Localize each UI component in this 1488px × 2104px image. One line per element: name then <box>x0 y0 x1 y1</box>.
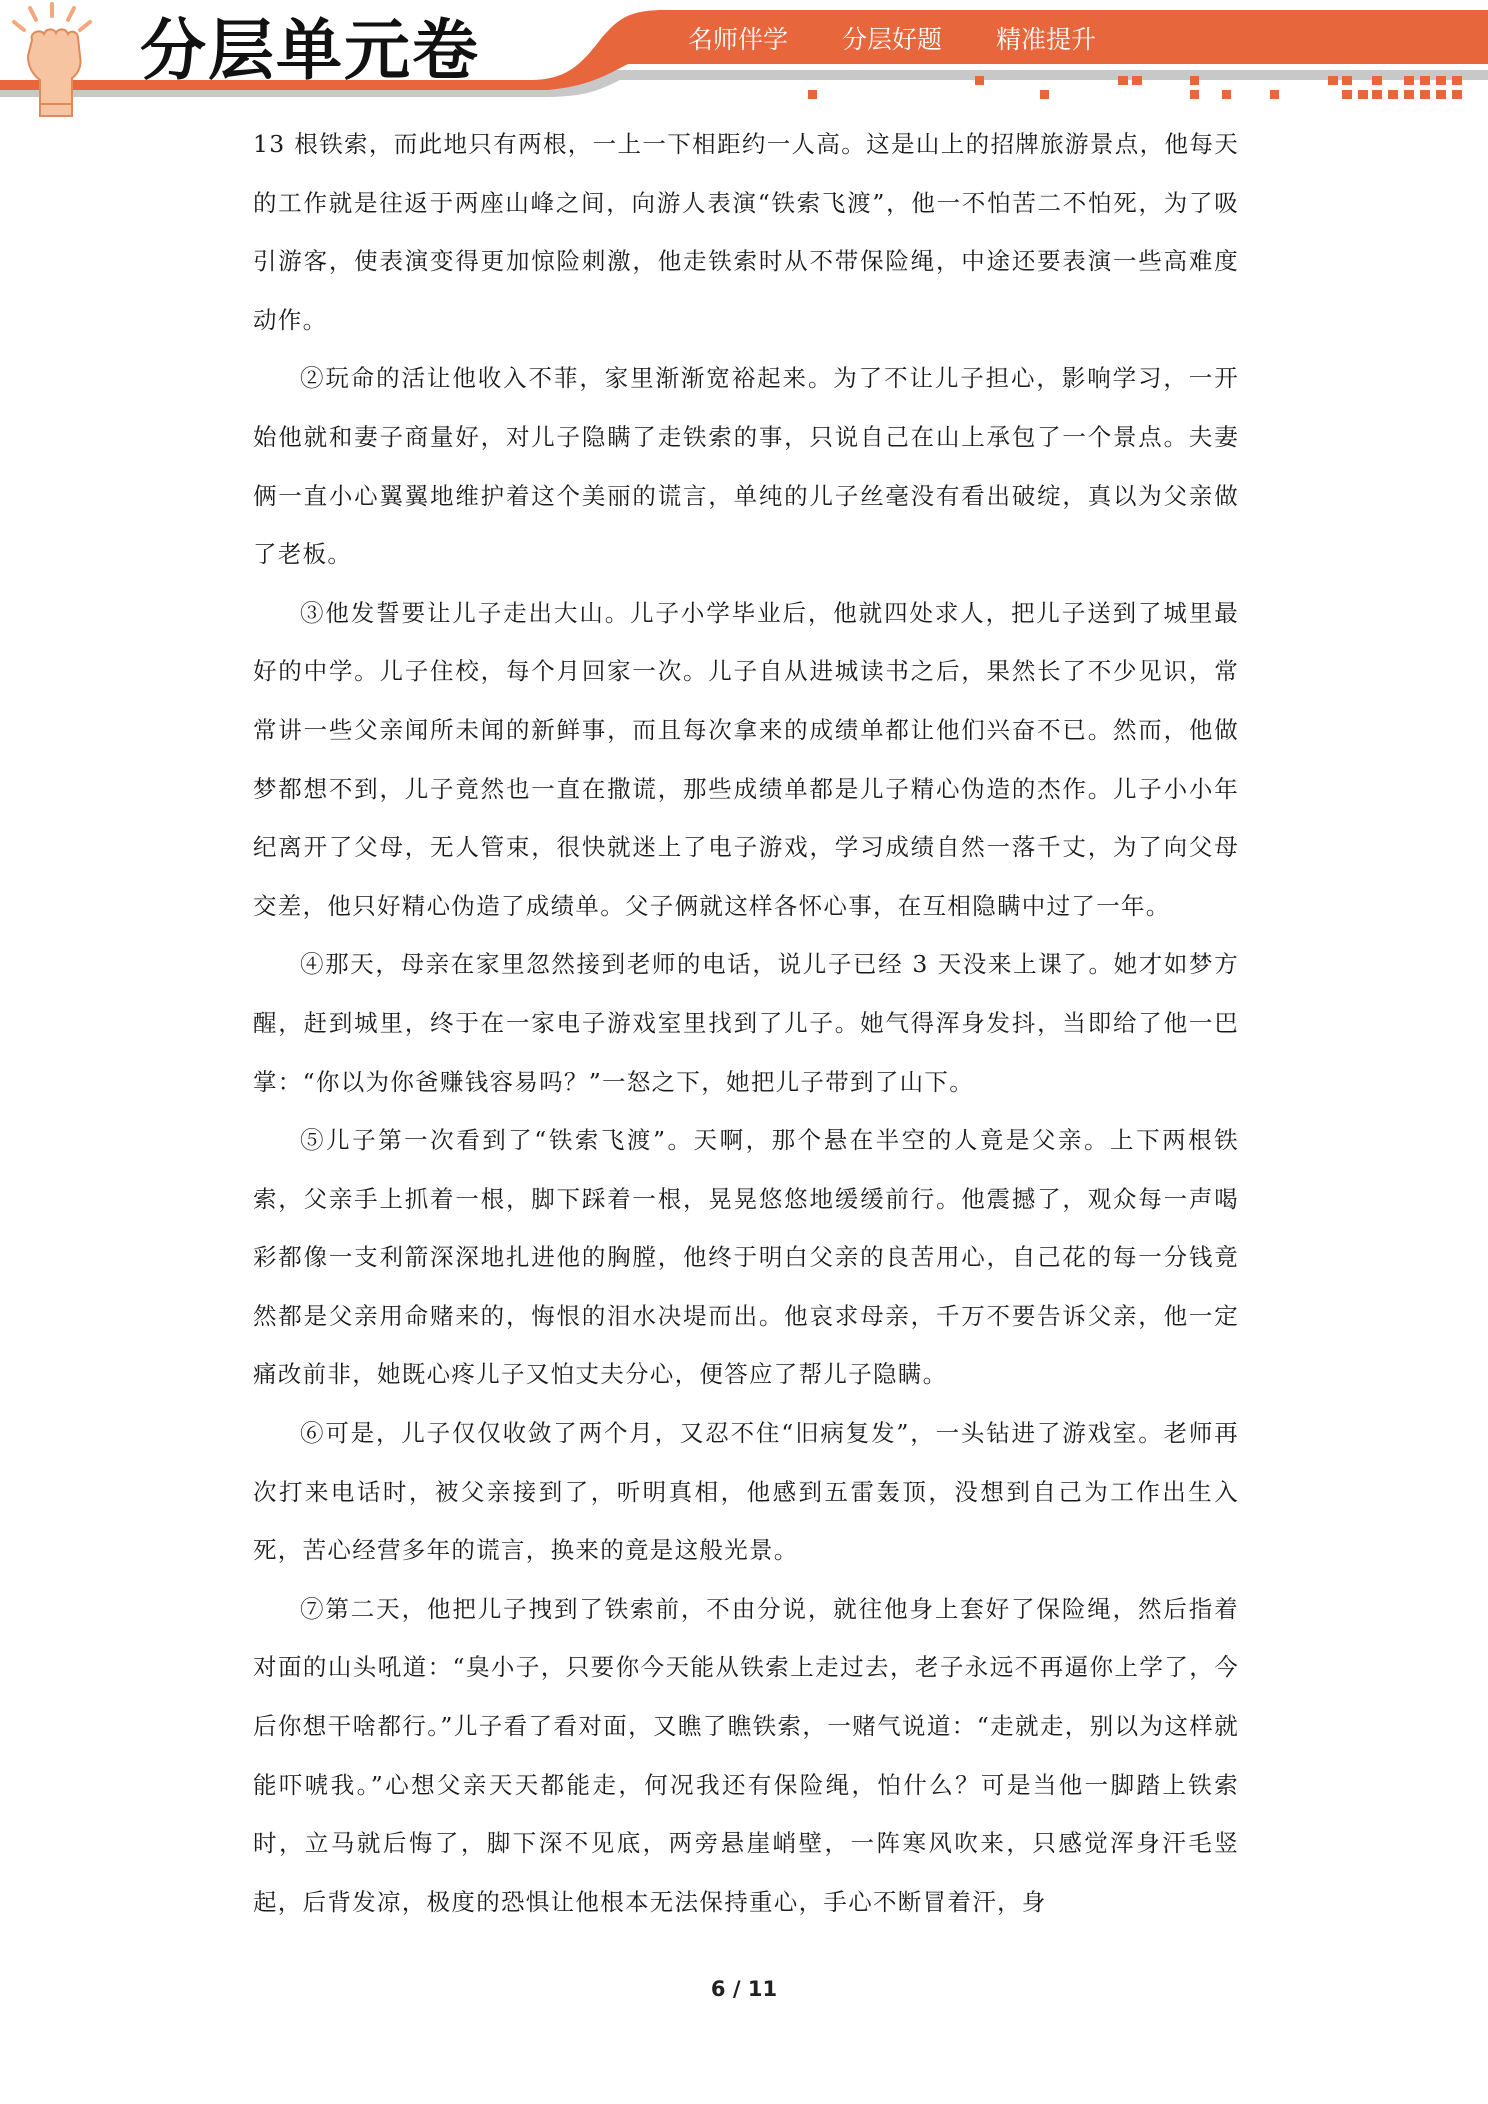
paragraph-4: ④那天，母亲在家里忽然接到老师的电话，说儿子已经 3 天没来上课了。她才如梦方醒，赶到城里，终于在一家电子游戏室里找到了儿子。她气得浑身发抖，当即给了他一巴掌：“你以为你爸赚钱容易吗？”一怒之下，她把儿子带到了山下。 <box>253 950 1239 1096</box>
fist-logo-icon <box>0 0 120 118</box>
paragraph-6: ⑥可是，儿子仅仅收敛了两个月，又忍不住“旧病复发”，一头钻进了游戏室。老师再次打来电话时，被父亲接到了，听明真相，他感到五雷轰顶，没想到自己为工作出生入死，苦心经营多年的谎言，换来的竟是这般光景。 <box>253 1419 1239 1565</box>
page-header <box>0 0 1488 118</box>
paragraph-7: ⑦第二天，他把儿子拽到了铁索前，不由分说，就往他身上套好了保险绳，然后指着对面的山头吼道：“臭小子，只要你今天能从铁索上走过去，老子永远不再逼你上学了，今后你想干啥都行。”儿子看了看对面，又瞧了瞧铁索，一赌气说道：“走就走，别以为这样就能吓唬我。”心想父亲天天都能走，何况我还有保险绳，怕什么？可是当他一脚踏上铁索时，立马就后悔了，脚下深不见底，两旁悬崖峭壁，一阵寒风吹来，只感觉浑身汗毛竖起，后背发凉，极度的恐惧让他根本无法保持重心，手心不断冒着汗，身 <box>253 1594 1239 1916</box>
slogan-1: 名师伴学 <box>688 25 789 54</box>
paragraph-continued: 13 根铁索，而此地只有两根，一上一下相距约一人高。这是山上的招牌旅游景点，他每天的工作就是往返于两座山峰之间，向游人表演“铁索飞渡”，他一不怕苦二不怕死，为了吸引游客，使表演变得更加惊险刺激，他走铁索时从不带保险绳，中途还要表演一些高难度动作。 <box>253 130 1239 334</box>
article-body <box>253 115 1239 1931</box>
page-number: 6 / 11 <box>710 1977 778 2001</box>
paragraph-2: ②玩命的活让他收入不菲，家里渐渐宽裕起来。为了不让儿子担心，影响学习，一开始他就和妻子商量好，对儿子隐瞒了走铁索的事，只说自己在山上承包了一个景点。夫妻俩一直小心翼翼地维护着这个美丽的谎言，单纯的儿子丝毫没有看出破绽，真以为父亲做了老板。 <box>253 364 1239 569</box>
brand-title: 分层单元卷 <box>140 12 480 89</box>
paragraph-3: ③他发誓要让儿子走出大山。儿子小学毕业后，他就四处求人，把儿子送到了城里最好的中学。儿子住校，每个月回家一次。儿子自从进城读书之后，果然长了不少见识，常常讲一些父亲闻所未闻的新鲜事，而且每次拿来的成绩单都让他们兴奋不已。然而，他做梦都想不到，儿子竟然也一直在撒谎，那些成绩单都是儿子精心伪造的杰作。儿子小小年纪离开了父母，无人管束，很快就迷上了电子游戏，学习成绩自然一落千丈，为了向父母交差，他只好精心伪造了成绩单。父子俩就这样各怀心事，在互相隐瞒中过了一年。 <box>253 598 1239 920</box>
paragraph-5: ⑤儿子第一次看到了“铁索飞渡”。天啊，那个悬在半空的人竟是父亲。上下两根铁索，父亲手上抓着一根，脚下踩着一根，晃晃悠悠地缓缓前行。他震撼了，观众每一声喝彩都像一支利箭深深地扎进他的胸膛，他终于明白父亲的良苦用心，自己花的每一分钱竟然都是父亲用命赌来的，悔恨的泪水决堤而出。他哀求母亲，千万不要告诉父亲，他一定痛改前非，她既心疼儿子又怕丈夫分心，便答应了帮儿子隐瞒。 <box>253 1126 1239 1389</box>
slogan-3: 精准提升 <box>995 25 1096 54</box>
header-slogans <box>688 20 1120 60</box>
slogan-2: 分层好题 <box>841 25 942 54</box>
